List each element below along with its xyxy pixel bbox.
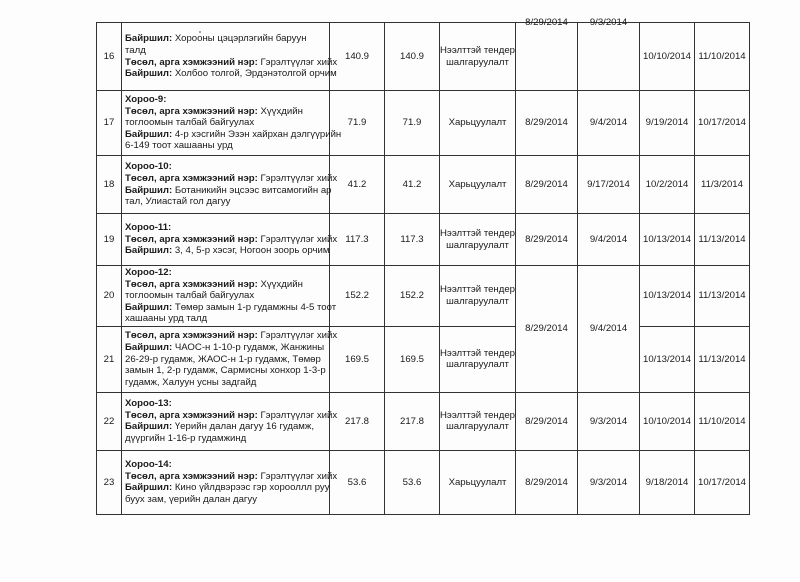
contract-date: 10/17/2014 [695, 450, 750, 514]
project-description [122, 392, 338, 450]
amount-planned: 152.2 [330, 266, 385, 327]
field-label: Байршил: [125, 245, 175, 257]
procurement-method: Нээлттэй тендер шалгаруулалт [440, 23, 516, 91]
row-number: 20 [97, 266, 122, 327]
description-line [125, 267, 326, 279]
open-date: 9/4/2014 [578, 266, 640, 393]
field-label: Байршил: [125, 184, 175, 196]
field-value: тал, Улиастай гол дагуу [125, 196, 231, 208]
field-value: Гэрэлтүүлэг хийх [260, 56, 338, 68]
amount-planned: 53.6 [330, 450, 385, 514]
row-number: 16 [97, 23, 122, 91]
procurement-table [96, 17, 750, 515]
field-value: бууx зам, үерийн далан дагуу [125, 494, 258, 506]
amount-approved: 217.8 [385, 392, 440, 450]
field-value: Гэрэлтүүлэг хийх [260, 233, 338, 245]
description-line [125, 184, 332, 197]
field-value: хашааны урд талд [125, 313, 208, 325]
procurement-method: Нээлттэй тендер шалгаруулалт [440, 214, 516, 266]
field-value: Кино үйлдвэрээс гэр хорооллл руу [174, 482, 330, 494]
evaluation-date: 10/13/2014 [640, 266, 695, 327]
open-date: 9/4/2014 [578, 91, 640, 156]
description-line [125, 222, 326, 234]
field-label: Байршил: [125, 68, 175, 80]
row-number: 19 [97, 214, 122, 266]
contract-date: 10/17/2014 [695, 91, 750, 156]
announcement-date: 8/29/2014 [516, 91, 578, 156]
amount-approved: 117.3 [385, 214, 440, 266]
project-description [122, 156, 338, 214]
description-line [125, 470, 338, 483]
field-label: Байршил: [125, 301, 175, 313]
description-line [125, 233, 338, 246]
amount-planned: 217.8 [330, 392, 385, 450]
field-label: Төсөл, арга хэмжээний нэр: [125, 105, 261, 117]
row-number: 23 [97, 450, 122, 514]
table-row [97, 450, 750, 514]
field-value: гудамж, Халуун усны задгайд [125, 376, 257, 388]
description-line [125, 45, 326, 57]
announcement-date: 8/29/2014 [516, 23, 578, 91]
field-label: Хороо-11: [125, 222, 172, 234]
field-value: тоглоомын талбай байгуулах [125, 117, 255, 129]
evaluation-date: 10/13/2014 [640, 214, 695, 266]
description-line [125, 482, 330, 494]
field-value: дүүргийн 1-16-р гудамжинд [125, 433, 247, 445]
description-line [125, 245, 330, 257]
description-line [125, 313, 326, 325]
field-value: 4-р хэсгийн Эзэн хайрхан дэлгүүрийн [174, 128, 342, 140]
field-label: Байршил: [125, 482, 175, 494]
evaluation-date: 9/18/2014 [640, 450, 695, 514]
evaluation-date: 10/10/2014 [640, 392, 695, 450]
project-description [122, 326, 338, 392]
field-value: Гэрэлтүүлэг хийх [260, 409, 338, 421]
description-line [125, 161, 326, 173]
evaluation-date: 10/2/2014 [640, 156, 695, 214]
description-line [125, 433, 326, 445]
field-label: Байршил: [125, 421, 175, 433]
field-value: талд [125, 44, 146, 56]
table-row [97, 23, 750, 91]
field-value: замын 1, 2-р гудамж, Сармисны хонхор 1-3-р [125, 365, 326, 377]
field-value: Холбоо толгой, Эрдэнэтолгой орчим [174, 68, 337, 80]
amount-planned: 169.5 [330, 326, 385, 392]
field-label: Төсөл, арга хэмжээний нэр: [125, 56, 261, 68]
field-value: 26-29-р гудамж, ЖАОС-н 1-р гудамж, Төмөр [125, 353, 321, 365]
description-line [125, 56, 338, 69]
amount-planned: 41.2 [330, 156, 385, 214]
amount-approved: 53.6 [385, 450, 440, 514]
contract-date: 11/10/2014 [695, 392, 750, 450]
procurement-method: Харьцуулалт [440, 156, 516, 214]
field-value: ЧАОС-н 1-10-р гудамж, Жанжины [174, 342, 325, 354]
row-number: 21 [97, 326, 122, 392]
procurement-method: Харьцуулалт [440, 91, 516, 156]
description-line [125, 342, 326, 354]
table-row [97, 91, 750, 156]
table-row [97, 214, 750, 266]
procurement-method: Нээлттэй тендер шалгаруулалт [440, 326, 516, 392]
announcement-date: 8/29/2014 [516, 266, 578, 393]
evaluation-date: 10/10/2014 [640, 23, 695, 91]
amount-planned: 140.9 [330, 23, 385, 91]
description-line [125, 398, 326, 410]
field-value: Гэрэлтүүлэг хийх [260, 470, 338, 482]
table-row [97, 156, 750, 214]
description-line [125, 196, 326, 208]
amount-approved: 169.5 [385, 326, 440, 392]
field-label: Байршил: [125, 128, 175, 140]
amount-approved: 41.2 [385, 156, 440, 214]
contract-date: 11/13/2014 [695, 214, 750, 266]
description-line [125, 409, 338, 422]
description-line [125, 365, 326, 377]
description-line [125, 330, 338, 342]
field-value: Төмөр замын 1-р гудамжны 4-5 тоот [174, 301, 337, 313]
table-row [97, 266, 750, 327]
field-value: 3, 4, 5-р хэсэг, Ногоон зоорь орчим [174, 245, 330, 257]
field-label: Байршил: [125, 33, 175, 45]
project-description [122, 23, 338, 91]
field-label: Төсөл, арга хэмжээний нэр: [125, 172, 261, 184]
field-value: Хүүхдийн [260, 105, 303, 117]
amount-approved: 71.9 [385, 91, 440, 156]
contract-date: 11/3/2014 [695, 156, 750, 214]
description-line [125, 421, 326, 433]
field-label: Хороо-10: [125, 161, 172, 173]
description-line [125, 377, 326, 389]
contract-date: 11/10/2014 [695, 23, 750, 91]
table-viewport [96, 17, 749, 534]
table-row [97, 392, 750, 450]
field-value: Үерийн далан дагуу 16 гудамж, [174, 421, 314, 433]
description-line [125, 33, 326, 45]
row-number: 22 [97, 392, 122, 450]
field-value: 6-149 тоот хашааны урд [125, 140, 233, 152]
description-line [125, 117, 326, 129]
field-label: Төсөл, арга хэмжээний нэр: [125, 233, 261, 245]
announcement-date: 8/29/2014 [516, 450, 578, 514]
field-value: Гэрэлтүүлэг хийх [260, 172, 338, 184]
description-line [125, 301, 337, 314]
field-label: Төсөл, арга хэмжээний нэр: [125, 470, 261, 482]
open-date: 9/3/2014 [578, 23, 640, 91]
announcement-date: 8/29/2014 [516, 392, 578, 450]
field-label: Хороо-12: [125, 267, 172, 278]
field-label: Хороо-13: [125, 398, 172, 410]
field-label: Байршил: [125, 342, 175, 354]
amount-approved: 152.2 [385, 266, 440, 327]
contract-date: 11/13/2014 [695, 326, 750, 392]
open-date: 9/3/2014 [578, 392, 640, 450]
procurement-method: Нээлттэй тендер шалгаруулалт [440, 266, 516, 327]
procurement-method: Харьцуулалт [440, 450, 516, 514]
field-value: Хорооны цэцэрлэгийн баруун [174, 33, 307, 45]
row-number: 17 [97, 91, 122, 156]
field-label: Төсөл, арга хэмжээний нэр: [125, 409, 261, 421]
procurement-method: Нээлттэй тендер шалгаруулалт [440, 392, 516, 450]
project-description [122, 91, 342, 156]
description-line [125, 172, 338, 185]
open-date: 9/17/2014 [578, 156, 640, 214]
announcement-date: 8/29/2014 [516, 156, 578, 214]
amount-planned: 71.9 [330, 91, 385, 156]
description-line [125, 290, 326, 302]
amount-approved: 140.9 [385, 23, 440, 91]
field-value: Хүүхдийн [260, 278, 303, 290]
description-line [125, 459, 326, 471]
open-date: 9/3/2014 [578, 450, 640, 514]
field-value: Ботаникийн эцсээс витсамогийн ар [174, 184, 332, 196]
description-line [125, 494, 326, 506]
description-line [125, 140, 326, 152]
field-value: тоглоомын талбай байгуулах [125, 290, 255, 302]
announcement-date: 8/29/2014 [516, 214, 578, 266]
row-number: 18 [97, 156, 122, 214]
contract-date: 11/13/2014 [695, 266, 750, 327]
evaluation-date: 9/19/2014 [640, 91, 695, 156]
project-description [122, 450, 338, 514]
field-label: Төсөл, арга хэмжээний нэр: [125, 330, 261, 342]
description-line [125, 94, 326, 106]
description-line [125, 106, 326, 118]
field-label: Хороо-14: [125, 459, 172, 471]
description-line [125, 354, 326, 366]
table-row [97, 326, 750, 392]
description-line [125, 128, 342, 141]
project-description [122, 266, 337, 327]
project-description [122, 214, 338, 266]
field-value: Гэрэлтүүлэг хийх [260, 330, 338, 342]
amount-planned: 117.3 [330, 214, 385, 266]
open-date: 9/4/2014 [578, 214, 640, 266]
description-line [125, 279, 326, 291]
description-line [125, 68, 337, 80]
evaluation-date: 10/13/2014 [640, 326, 695, 392]
field-label: Хороо-9: [125, 94, 167, 106]
field-label: Төсөл, арга хэмжээний нэр: [125, 278, 261, 290]
